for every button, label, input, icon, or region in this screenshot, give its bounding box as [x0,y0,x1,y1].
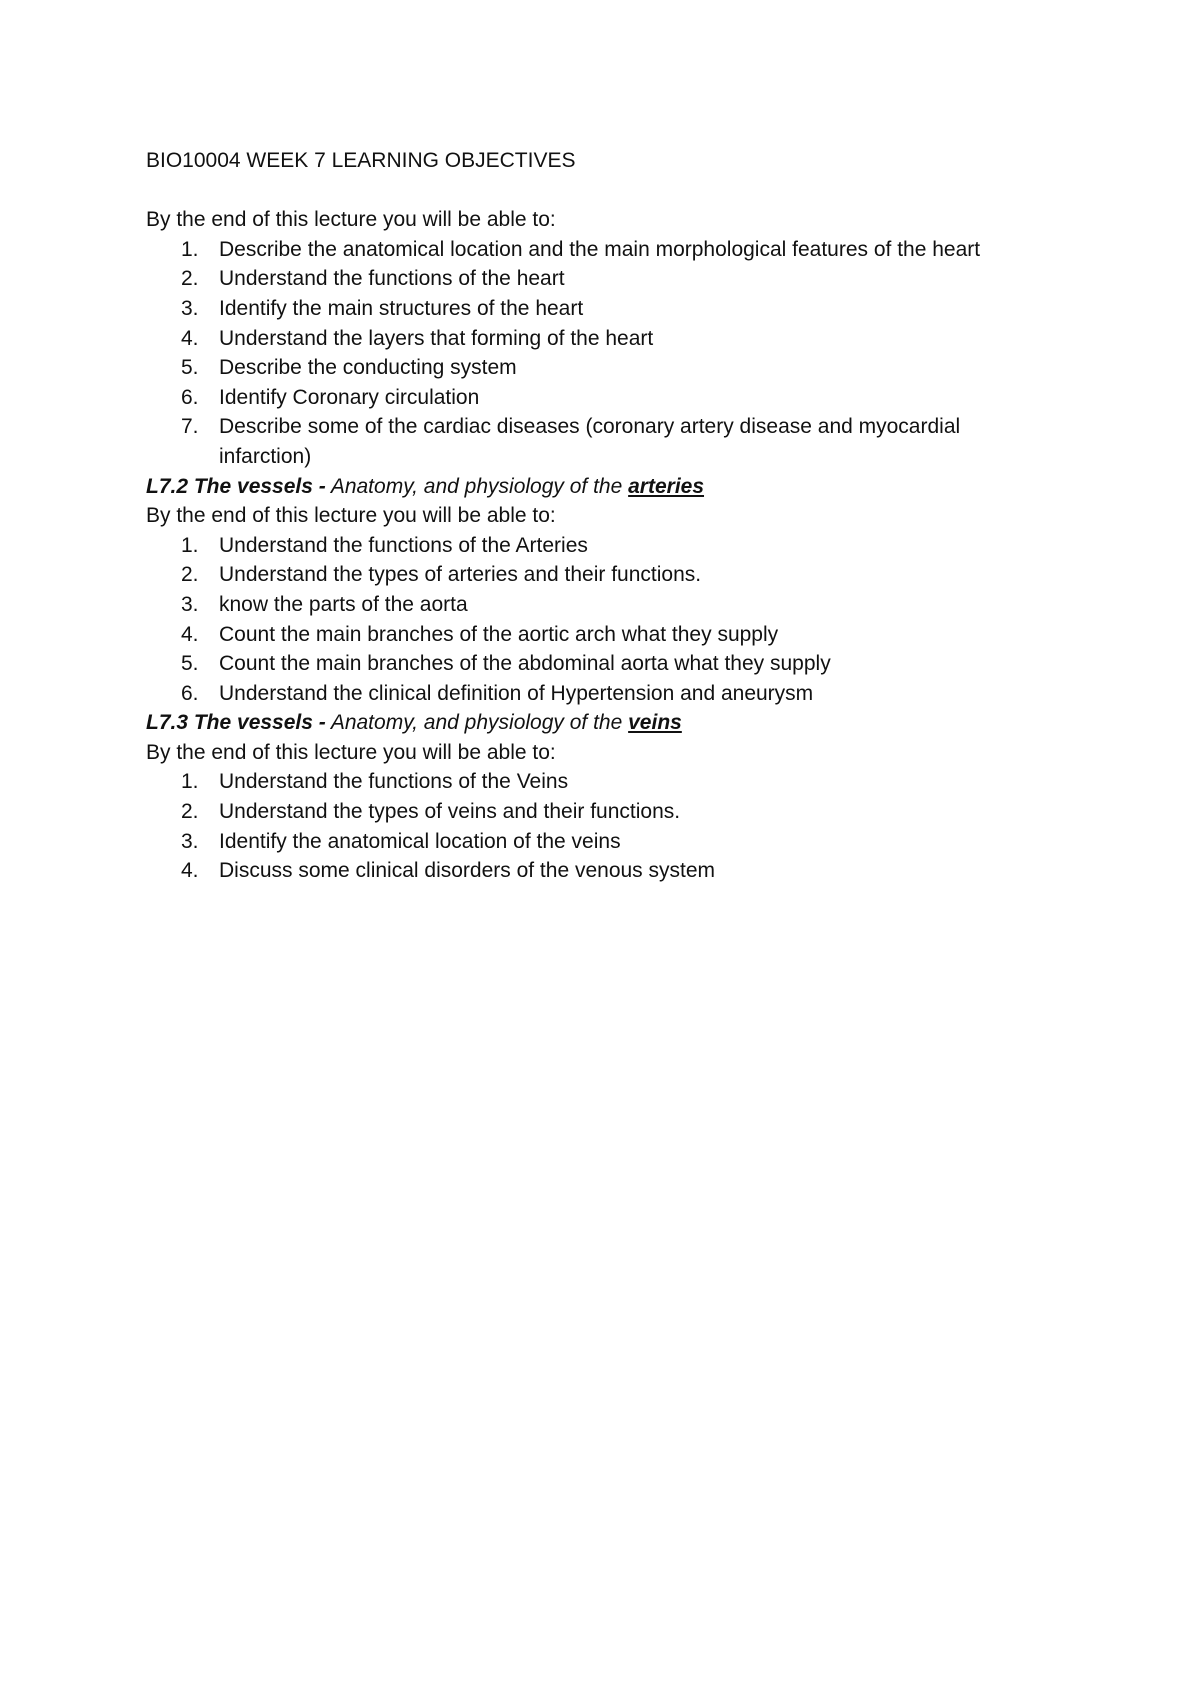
list-item-text: Understand the clinical definition of Hypertension and aneurysm [219,681,814,705]
list-item [146,679,1046,709]
list-item-number: 1. [181,237,199,261]
list-item-text: Count the main branches of the aortic arch what they supply [219,622,779,646]
section-1 [146,205,1046,471]
section-intro: By the end of this lecture you will be able to: [146,740,556,764]
document-title: BIO10004 WEEK 7 LEARNING OBJECTIVES [146,149,576,172]
list-item [146,856,1046,886]
list-item-number: 3. [181,829,199,853]
list-item [146,797,1046,827]
objectives-list [146,531,1046,709]
section-heading-code: L7.2 The vessels - [146,474,326,498]
blank-line [146,176,1046,206]
list-item-text: Understand the layers that forming of the heart [219,326,654,350]
list-item-text: Understand the functions of the Veins [219,770,569,794]
list-item-number: 4. [181,859,199,883]
objectives-list [146,235,1046,472]
list-item-number: 1. [181,533,199,557]
section-intro: By the end of this lecture you will be able to: [146,208,556,232]
list-item [146,324,1046,354]
list-item-text: Understand the types of veins and their functions. [219,800,681,824]
list-item [146,560,1046,590]
list-item [146,620,1046,650]
list-item [146,294,1046,324]
list-item-number: 7. [181,415,199,439]
list-item-number: 2. [181,800,199,824]
section-2 [146,472,1046,709]
objectives-list [146,767,1046,885]
list-item-text: Identify the anatomical location of the veins [219,829,621,853]
list-item-text: Describe the conducting system [219,356,517,380]
list-item-number: 5. [181,652,199,676]
list-item-text: Identify Coronary circulation [219,385,480,409]
list-item-text: Count the main branches of the abdominal aorta what they supply [219,652,831,676]
list-item-number: 2. [181,267,199,291]
section-heading-text: Anatomy, and physiology of the [325,474,629,498]
list-item-number: 2. [181,563,199,587]
list-item [146,235,1046,265]
section-heading [146,708,1046,738]
list-item-number: 5. [181,356,199,380]
list-item-text: Describe the anatomical location and the main morphological features of the heart [219,237,981,261]
list-item [146,531,1046,561]
section-heading-text: Anatomy, and physiology of the [325,711,629,735]
list-item-text: Discuss some clinical disorders of the venous system [219,859,716,883]
list-item-number: 3. [181,592,199,616]
list-item-number: 4. [181,326,199,350]
list-item-text: know the parts of the aorta [219,592,468,616]
section-heading [146,472,1046,502]
list-item [146,264,1046,294]
section-intro: By the end of this lecture you will be able to: [146,504,556,528]
list-item [146,649,1046,679]
list-item-number: 3. [181,296,199,320]
list-item-number: 1. [181,770,199,794]
section-heading-focus: veins [628,711,682,735]
list-item [146,412,1046,471]
list-item [146,590,1046,620]
list-item [146,383,1046,413]
section-heading-focus: arteries [628,474,705,498]
list-item-text: Understand the types of arteries and their functions. [219,563,702,587]
sections-container [146,205,1046,886]
list-item [146,353,1046,383]
document-page [146,146,1046,886]
list-item-number: 4. [181,622,199,646]
list-item [146,767,1046,797]
list-item-text: Describe some of the cardiac diseases (coronary artery disease and myocardial infarction) [219,415,961,468]
list-item-number: 6. [181,385,199,409]
section-3 [146,708,1046,886]
list-item [146,827,1046,857]
list-item-text: Identify the main structures of the heart [219,296,584,320]
list-item-number: 6. [181,681,199,705]
list-item-text: Understand the functions of the heart [219,267,565,291]
list-item-text: Understand the functions of the Arteries [219,533,588,557]
section-heading-code: L7.3 The vessels - [146,711,326,735]
